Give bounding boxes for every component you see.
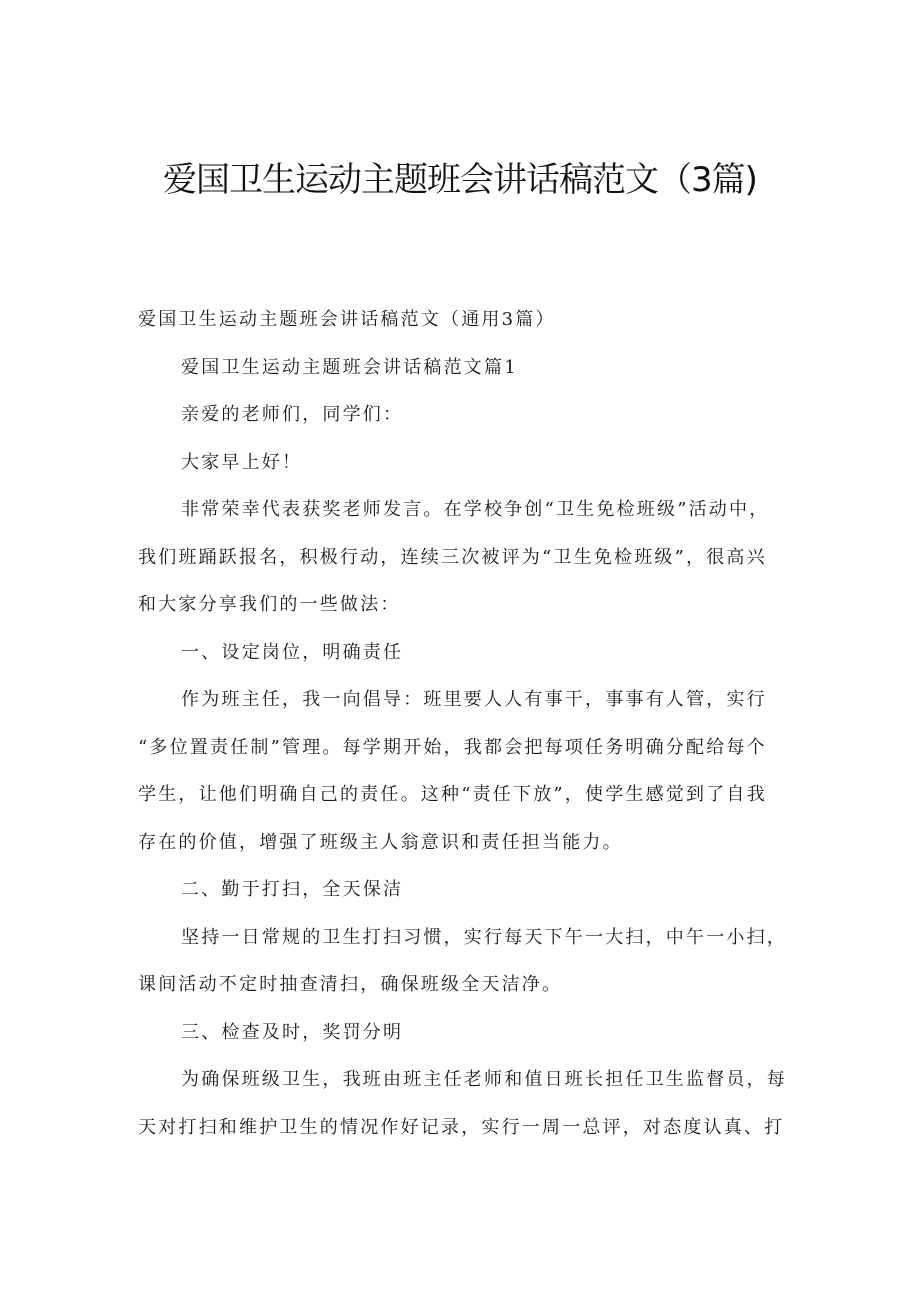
paragraph-1 xyxy=(138,676,783,866)
document-title: 爱国卫生运动主题班会讲话稿范文（3篇) xyxy=(163,160,757,200)
heading-3: 三、检查及时，奖罚分明 xyxy=(181,1021,404,1043)
paragraph-line: 存在的价值，增强了班级主人翁意识和责任担当能力。 xyxy=(138,831,623,853)
paragraph-3 xyxy=(138,1056,787,1151)
salutation: 大家早上好！ xyxy=(181,451,303,473)
paragraph-line: 课间活动不定时抽查清扫，确保班级全天洁净。 xyxy=(138,974,563,995)
heading-2: 二、勤于打扫，全天保洁 xyxy=(181,879,404,900)
paragraph-line: “多位置责任制”管理。每学期开始，我都会把每项任务明确分配给每个 xyxy=(138,736,767,758)
paragraph-line: 我们班踊跃报名，积极行动，连续三次被评为“卫生免检班级”，很高兴 xyxy=(138,546,767,568)
document-subtitle: 爱国卫生运动主题班会讲话稿范文（通用3篇） xyxy=(138,309,556,330)
paragraph-line: 坚持一日常规的卫生打扫习惯，实行每天下午一大扫，中午一小扫， xyxy=(181,926,787,948)
paragraph-line: 学生，让他们明确自己的责任。这种“责任下放”，使学生感觉到了自我 xyxy=(138,784,767,805)
paragraph-line: 和大家分享我们的一些做法： xyxy=(138,594,401,615)
document-body xyxy=(138,296,787,1151)
paragraph-line: 作为班主任，我一向倡导：班里要人人有事干，事事有人管，实行 xyxy=(181,689,767,710)
paragraph-line: 非常荣幸代表获奖老师发言。在学校争创“卫生免检班级”活动中， xyxy=(181,499,770,520)
paragraph-line: 为确保班级卫生，我班由班主任老师和值日班长担任卫生监督员，每 xyxy=(181,1069,787,1090)
section-heading: 爱国卫生运动主题班会讲话稿范文篇1 xyxy=(181,356,518,378)
paragraph-line: 天对打扫和维护卫生的情况作好记录，实行一周一总评，对态度认真、打 xyxy=(138,1116,785,1138)
paragraph-intro xyxy=(138,486,783,629)
paragraph-2 xyxy=(138,914,787,1009)
heading-1: 一、设定岗位，明确责任 xyxy=(181,641,404,663)
greeting: 亲爱的老师们，同学们： xyxy=(181,404,404,425)
